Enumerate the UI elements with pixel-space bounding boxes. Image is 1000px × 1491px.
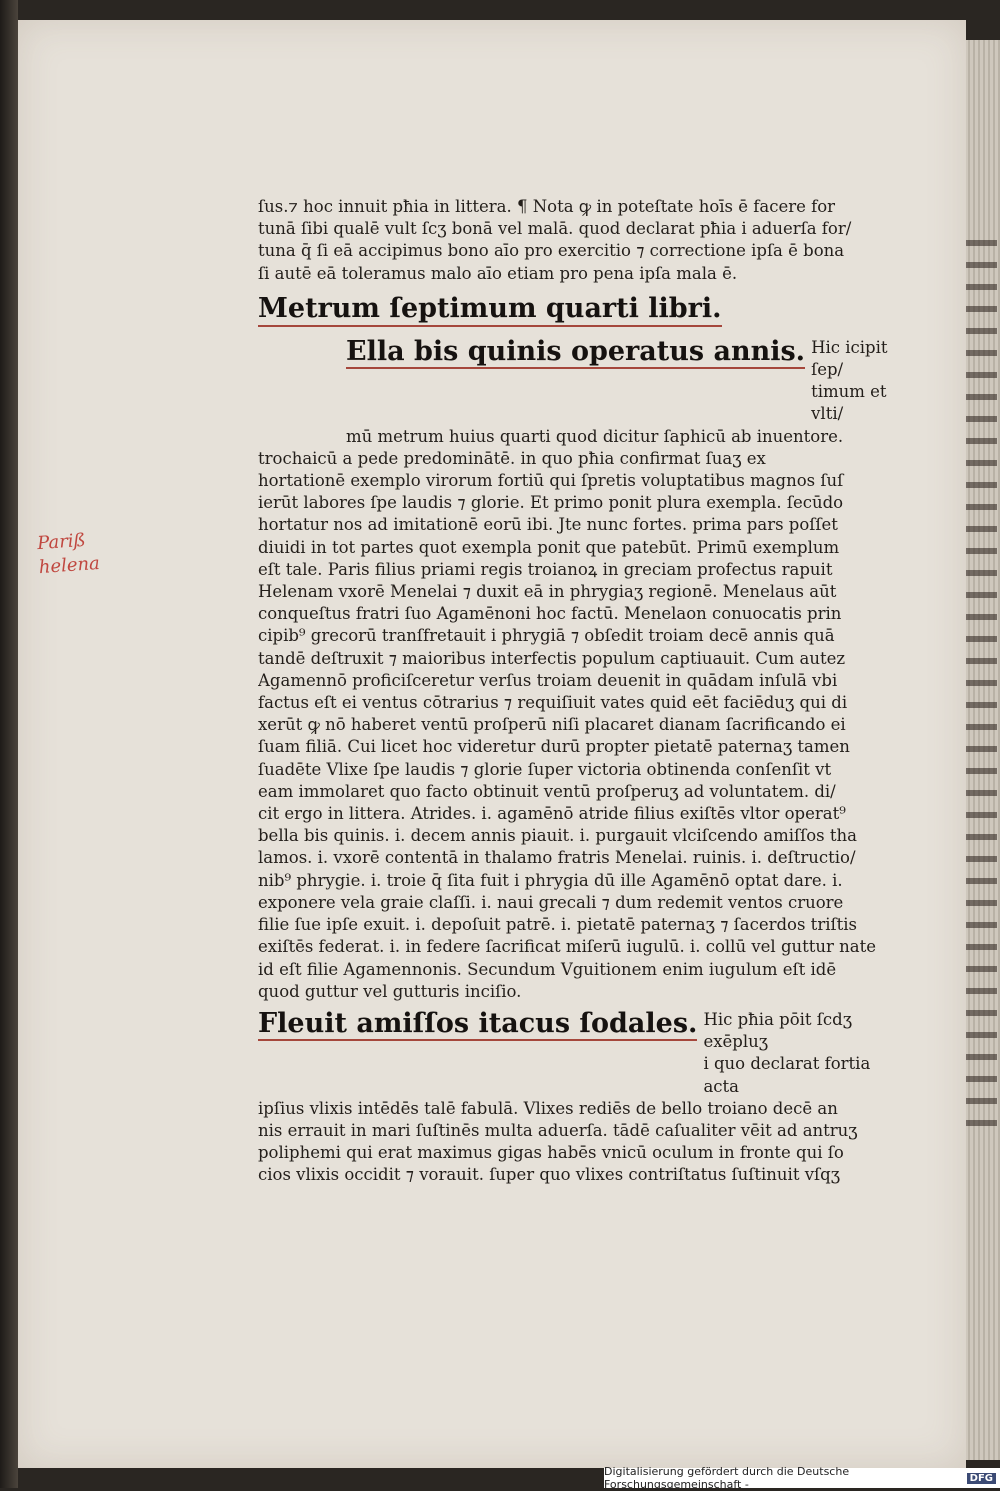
closing-paragraph: [258, 1098, 908, 1187]
text-line: tandē deſtruxit ⁊ maioribus interfectis populum captiuauit. Cum autez: [258, 648, 846, 668]
text-column: [258, 196, 908, 1187]
opening-paragraph: [258, 196, 908, 285]
text-line: cipib⁹ grecorū tranſfretauit i phrygiā ⁊ obſedit troiam decē annis quā: [258, 626, 835, 646]
text-line: bella bis quinis. i. decem annis piauit. i. purgauit vlciſcendo amiſſos tha: [258, 826, 857, 846]
text-line: factus eſt ei ventus cōtrarius ⁊ requiſiuit vates quid eēt faciēduʒ qui di: [258, 693, 848, 713]
margin-note-line: helena: [38, 552, 101, 579]
section-heading: [258, 293, 908, 327]
text-line: trochaicū a pede predominātē. in quo pħia confirmat ſuaʒ ex: [258, 448, 766, 468]
gloss-line: Hic pħia pōit ſcdʒ exēpluʒ: [703, 1009, 853, 1052]
gloss-line: i quo declarat fortia acta: [703, 1054, 871, 1096]
footer-credit: Digitalisierung gefördert durch die Deutsche Forschungsgemeinschaft -: [604, 1465, 850, 1491]
text-line: poliphemi qui erat maximus gigas habēs vnicū oculum in fronte qui ſo: [258, 1143, 844, 1163]
incipit-2-text: Fleuit amiſſos itacus ſodales.: [258, 1007, 698, 1039]
verse-incipit-2: [258, 1009, 908, 1098]
text-line: mū metrum huius quarti quod dicitur ſaphicū ab inuentore.: [346, 426, 844, 446]
text-line: tuna q̄ ſi eā accipimus bono aīo pro exercitio ⁊ correctione ipſa ē bona: [258, 241, 845, 261]
text-line: diuidi in tot partes quot exempla ponit que patebūt. Primū exemplum: [258, 537, 840, 557]
margin-annotation: [36, 528, 100, 580]
text-line: id eſt filie Agamennonis. Secundum Vguitionem enim iugulum eſt idē: [258, 959, 837, 979]
section-heading-text: Metrum ſeptimum quarti libri.: [258, 293, 722, 327]
text-line: conqueſtus fratri ſuo Agamēnoni hoc factū. Menelaon conuocatis prin: [258, 604, 842, 624]
text-line: eam immolaret quo facto obtinuit ventū proſperuʒ ad voluntatem. di/: [258, 781, 836, 801]
text-line: tunā ſibi qualē vult ſcʒ bonā vel malā. quod declarat pħia i aduerſa for/: [258, 219, 852, 239]
digitization-footer: [604, 1465, 1000, 1491]
text-line: exiſtēs federat. i. in federe ſacrificat miſerū iugulū. i. collū vel guttur nate: [258, 937, 877, 957]
text-line: exponere vela graie claſſi. i. naui grecali ⁊ dum redemit ventos cruore: [258, 892, 844, 912]
text-line: nib⁹ phrygie. i. troie q̄ ſita fuit i phrygia dū ille Agamēnō optat dare. i.: [258, 870, 843, 890]
text-line: hortationē exemplo virorum fortiū qui ſpretis voluptatibus magnos ſuſ: [258, 471, 844, 491]
text-line: filie ſue ipſe exuit. i. depoſuit patrē. i. pietatē paternaʒ ⁊ ſacerdos triſtis: [258, 915, 857, 935]
text-line: cit ergo in littera. Atrides. i. agamēnō atride filius exiſtēs vltor operat⁹: [258, 804, 846, 824]
text-line: hortatur nos ad imitationē eorū ibi. Jte nunc fortes. prima pars poſſet: [258, 515, 838, 535]
commentary-body: [258, 426, 908, 1003]
text-line: Agamennō proficiſceretur verſus troiam deuenit in quādam inſulā vbi: [258, 670, 838, 690]
text-line: ſi autē eā toleramus malo aīo etiam pro pena ipſa mala ē.: [258, 263, 738, 283]
incipit-1-text: Ella bis quinis operatus annis.: [346, 335, 806, 367]
verse-incipit-1: [346, 337, 908, 426]
text-line: xerūt ꝙ nō haberet ventū proſperū niſi placaret dianam ſacrificando ei: [258, 715, 846, 735]
text-line: ſuadēte Vlixe ſpe laudis ⁊ glorie ſuper victoria obtinenda conſenſit vt: [258, 759, 832, 779]
gloss-line: Hic icipit ſep/: [811, 337, 888, 380]
dfg-logo: DFG: [967, 1473, 996, 1484]
book-gutter-edge: [0, 0, 18, 1488]
incipit-1-gloss: [811, 337, 908, 426]
text-line: eſt tale. Paris filius priami regis troianoꝝ in greciam profectus rapuit: [258, 559, 833, 579]
text-line: ſuam filiā. Cui licet hoc videretur durū propter pietatē paternaʒ tamen: [258, 737, 850, 757]
text-line: quod guttur vel gutturis inciſio.: [258, 981, 522, 1001]
text-line: ſus.⁊ hoc innuit pħia in littera. ¶ Nota ꝙ in poteſtate hoīs ē facere for: [258, 197, 836, 216]
text-line: ipſius vlixis intēdēs talē fabulā. Vlixes rediēs de bello troiano decē an: [258, 1098, 838, 1118]
gloss-line: timum et vlti/: [811, 382, 887, 424]
margin-note-line: Pariß: [36, 529, 87, 555]
text-line: Helenam vxorē Menelai ⁊ duxit eā in phrygiaʒ regionē. Menelaus aūt: [258, 582, 837, 602]
text-line: ierūt labores ſpe laudis ⁊ glorie. Et primo ponit plura exempla. ſecūdo: [258, 493, 844, 513]
text-line: cios vlixis occidit ⁊ vorauit. ſuper quo vlixes contriſtatus ſuſtinuit vſqʒ: [258, 1165, 841, 1185]
text-line: nis errauit in mari ſuſtinēs multa aduerſa. tādē caſualiter vēit ad antruʒ: [258, 1120, 858, 1140]
text-line: lamos. i. vxorē contentā in thalamo fratris Menelai. ruinis. i. deſtructio/: [258, 848, 856, 868]
incipit-2-gloss: [703, 1009, 908, 1098]
